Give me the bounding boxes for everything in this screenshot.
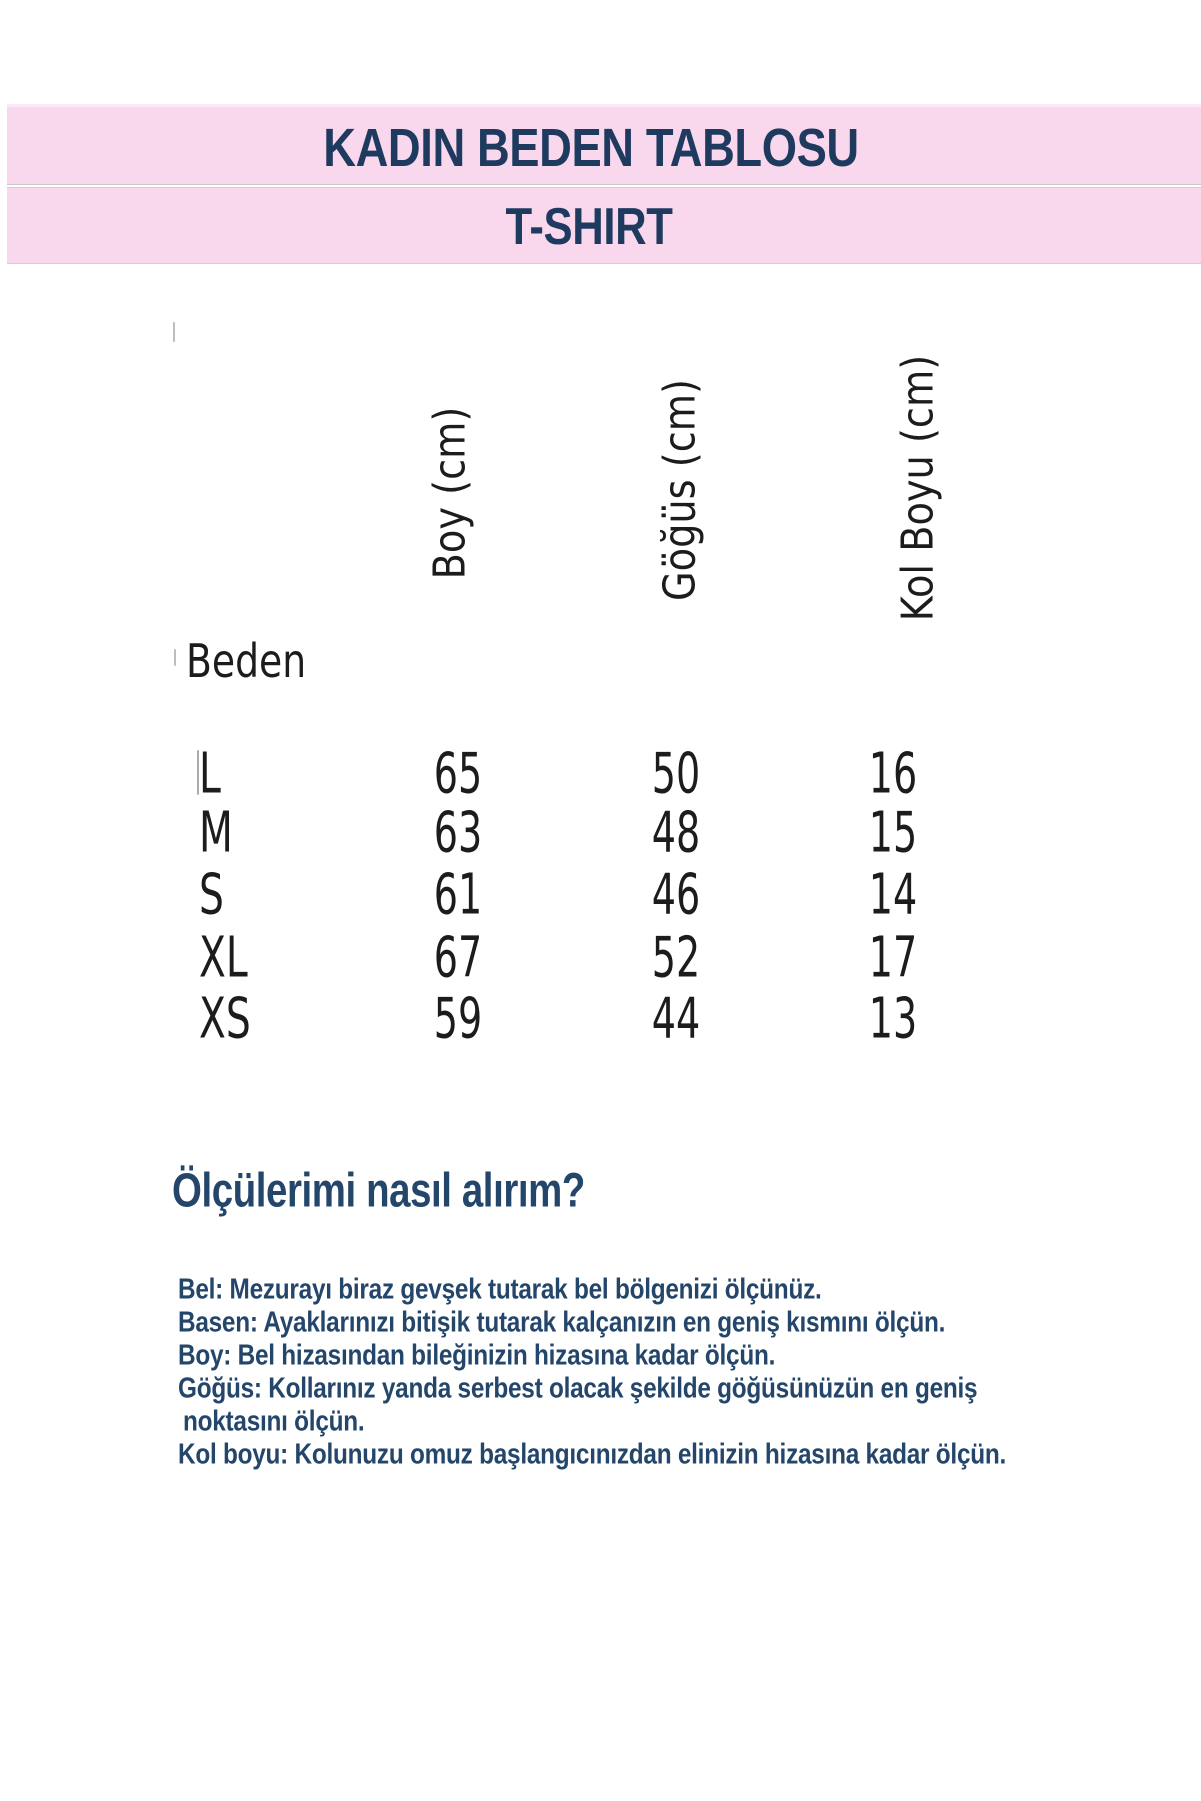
gogus-value: 48 [651,800,701,866]
guide-heading: Ölçülerimi nasıl alırım? [172,1164,585,1218]
kol-boyu-value: 13 [868,986,918,1052]
scan-artifact-tick [174,649,176,666]
column-header-kol-boyu: Kol Boyu (cm) [892,354,944,622]
gogus-value: 46 [651,862,701,928]
boy-value: 67 [433,925,483,991]
boy-value: 65 [433,741,483,807]
kol-boyu-value: 14 [868,862,918,928]
column-header-gogus: Göğüs (cm) [654,379,706,601]
guide-line-bel: Bel: Mezurayı biraz gevşek tutarak bel bölgenizi ölçünüz. [178,1273,822,1306]
size-label: M [199,800,233,866]
page-title: KADIN BEDEN TABLOSU [323,118,859,178]
guide-line-gogus-cont: noktasını ölçün. [183,1405,365,1438]
kol-boyu-value: 16 [868,741,918,807]
size-label: XS [199,986,251,1052]
guide-line-boy: Boy: Bel hizasından bileğinizin hizasına kadar ölçün. [178,1339,776,1372]
kol-boyu-value: 17 [868,925,918,991]
column-header-boy: Boy (cm) [424,406,476,580]
size-label: S [199,862,224,928]
boy-value: 59 [433,986,483,1052]
gogus-value: 52 [651,925,701,991]
kol-boyu-value: 15 [868,800,918,866]
boy-value: 63 [433,800,483,866]
page-subtitle: T-SHIRT [505,198,673,256]
guide-line-gogus: Göğüs: Kollarınız yanda serbest olacak şekilde göğüsünüzün en geniş [178,1372,978,1405]
guide-line-basen: Basen: Ayaklarınızı bitişik tutarak kalçanızın en geniş kısmını ölçün. [178,1306,946,1339]
row-header-beden: Beden [186,634,307,688]
gogus-value: 50 [651,741,701,807]
size-label: XL [199,925,248,991]
boy-value: 61 [433,862,483,928]
size-label: L [199,741,221,807]
scan-artifact-tick [173,322,175,342]
guide-line-kol-boyu: Kol boyu: Kolunuzu omuz başlangıcınızdan elinizin hizasına kadar ölçün. [178,1438,1007,1471]
gogus-value: 44 [651,986,701,1052]
